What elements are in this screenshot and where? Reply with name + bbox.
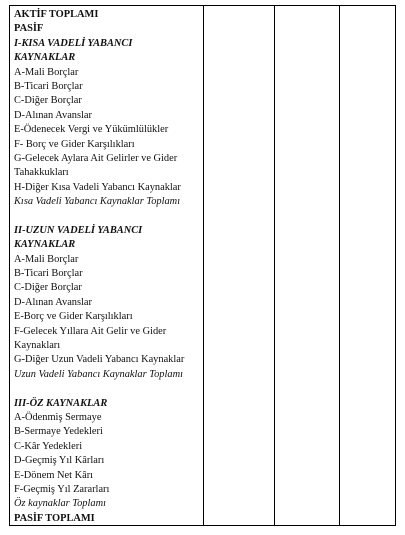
pasif-heading: PASİF	[14, 23, 44, 35]
column-divider	[339, 6, 340, 525]
list-item: Kaynakları	[14, 339, 61, 351]
list-item: F- Borç ve Gider Karşılıkları	[14, 138, 135, 150]
spacer	[14, 382, 200, 396]
list-item: G-Gelecek Aylara Ait Gelirler ve Gider	[14, 152, 178, 164]
long-term-heading: II-UZUN VADELİ YABANCI	[14, 224, 143, 236]
list-item: C-Kâr Yedekleri	[14, 440, 83, 452]
list-item: E-Borç ve Gider Karşılıkları	[14, 311, 133, 323]
list-item: B-Ticari Borçlar	[14, 268, 83, 280]
list-item: F-Geçmiş Yıl Zararları	[14, 483, 110, 495]
account-list	[14, 8, 200, 526]
short-term-total: Kısa Vadeli Yabancı Kaynaklar Toplamı	[14, 196, 181, 208]
balance-sheet-table	[9, 5, 396, 526]
list-item: C-Diğer Borçlar	[14, 95, 82, 107]
list-item: E-Dönem Net Kârı	[14, 469, 94, 481]
list-item: B-Sermaye Yedekleri	[14, 426, 103, 438]
list-item: F-Gelecek Yıllara Ait Gelir ve Gider	[14, 325, 167, 337]
list-item: H-Diğer Kısa Vadeli Yabancı Kaynaklar	[14, 181, 181, 193]
list-item: D-Alınan Avanslar	[14, 109, 93, 121]
list-item: A-Ödenmiş Sermaye	[14, 411, 102, 423]
list-item: Tahakkukları	[14, 167, 69, 179]
long-term-heading-cont: KAYNAKLAR	[14, 239, 76, 251]
equity-total: Öz kaynaklar Toplamı	[14, 498, 106, 510]
column-divider	[203, 6, 204, 525]
list-item: A-Mali Borçlar	[14, 66, 79, 78]
aktif-total-label: AKTİF TOPLAMI	[14, 9, 99, 20]
list-item: D-Alınan Avanslar	[14, 296, 93, 308]
short-term-heading: I-KISA VADELİ YABANCI	[14, 37, 133, 49]
long-term-total: Uzun Vadeli Yabancı Kaynaklar Toplamı	[14, 368, 183, 380]
list-item: A-Mali Borçlar	[14, 253, 79, 265]
list-item: D-Geçmiş Yıl Kârları	[14, 455, 105, 467]
list-item: E-Ödenecek Vergi ve Yükümlülükler	[14, 124, 169, 136]
list-item: B-Ticari Borçlar	[14, 80, 83, 92]
list-item: G-Diğer Uzun Vadeli Yabancı Kaynaklar	[14, 354, 185, 366]
equity-heading: III-ÖZ KAYNAKLAR	[14, 397, 108, 409]
column-divider	[274, 6, 275, 525]
spacer	[14, 209, 200, 223]
pasif-total-label: PASİF TOPLAMI	[14, 512, 95, 524]
short-term-heading-cont: KAYNAKLAR	[14, 52, 76, 64]
list-item: C-Diğer Borçlar	[14, 282, 82, 294]
